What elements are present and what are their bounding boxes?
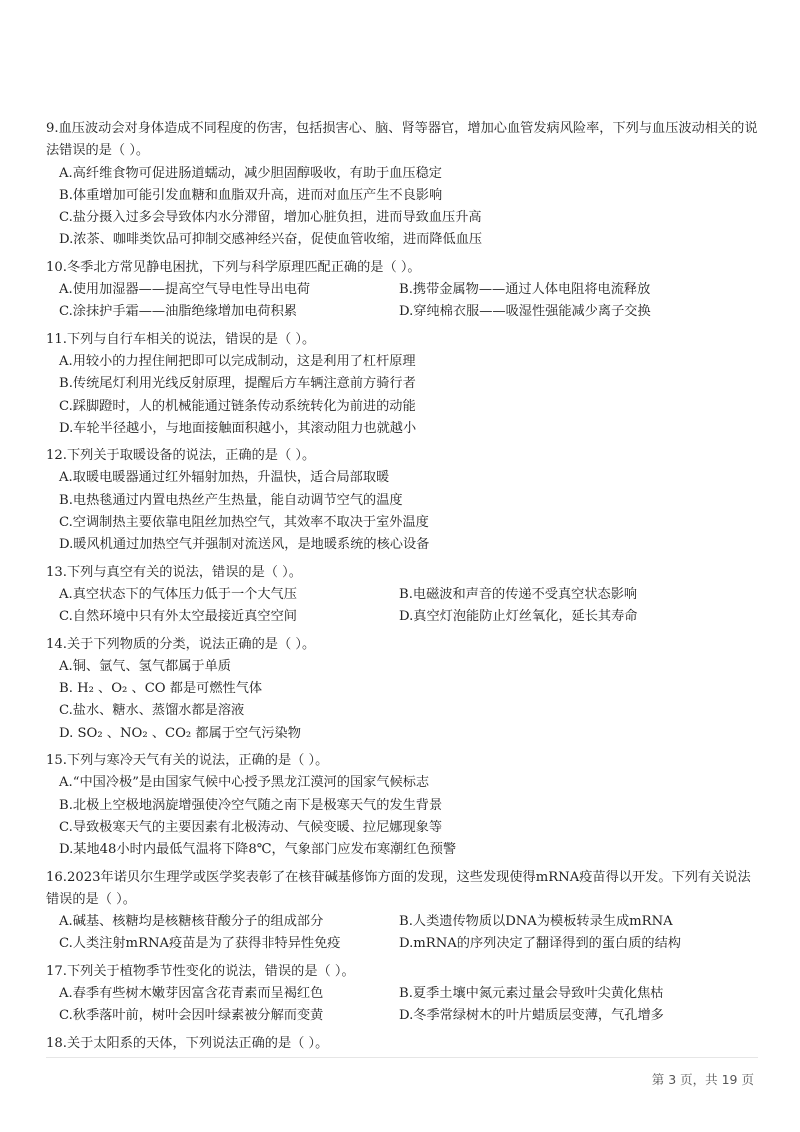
option-d: D.某地48小时内最低气温将下降8℃，气象部门应发布寒潮红色预警: [59, 842, 457, 858]
question-17: [46, 961, 758, 1028]
question-stem: 16.2023年诺贝尔生理学或医学奖表彰了在核苷碱基修饰方面的发现，这些发现使得mRNA疫苗得以开发。下列有关说法错误的是（ ）。: [46, 869, 751, 907]
option-d: D.冬季常绿树木的叶片蜡质层变薄，气孔增多: [399, 1008, 664, 1024]
option-b: B.电热毯通过内置电热丝产生热量，能自动调节空气的温度: [59, 492, 403, 508]
option-b: B.电磁波和声音的传递不受真空状态影响: [399, 586, 638, 602]
question-13: [46, 562, 758, 629]
option-b: B.人类遗传物质以DNA为模板转录生成mRNA: [399, 914, 673, 930]
option-list: [46, 279, 758, 324]
option-c: C.导致极寒天气的主要因素有北极涛动、气候变暖、拉尼娜现象等: [59, 819, 443, 835]
option-d: D.真空灯泡能防止灯丝氧化，延长其寿命: [399, 609, 638, 625]
option-c: C.盐水、糖水、蒸馏水都是溶液: [59, 703, 245, 719]
option-d: D.暖风机通过加热空气并强制对流送风，是地暖系统的核心设备: [59, 537, 430, 553]
question-10: [46, 257, 758, 324]
option-b: B.传统尾灯利用光线反射原理，提醒后方车辆注意前方骑行者: [59, 376, 416, 392]
question-15: [46, 750, 758, 861]
option-list: [46, 983, 758, 1028]
footer-divider: [46, 1057, 758, 1058]
option-c: C.秋季落叶前，树叶会因叶绿素被分解而变黄: [59, 1008, 324, 1024]
option-a: A.“中国冷极”是由国家气候中心授予黑龙江漠河的国家气候标志: [59, 775, 430, 791]
option-list: [46, 911, 758, 956]
option-c: C.人类注射mRNA疫苗是为了获得非特异性免疫: [59, 936, 341, 952]
question-stem: 9.血压波动会对身体造成不同程度的伤害，包括损害心、脑、肾等器官，增加心血管发病风险率，下列与血压波动相关的说法错误的是（ ）。: [46, 121, 758, 159]
option-b: B.体重增加可能引发血糖和血脂双升高，进而对血压产生不良影响: [59, 187, 443, 203]
option-a: A.春季有些树木嫩芽因富含花青素而呈褐红色: [59, 985, 324, 1001]
question-14: [46, 634, 758, 745]
option-c: C.自然环境中只有外太空最接近真空空间: [59, 609, 297, 625]
question-stem: 13.下列与真空有关的说法，错误的是（ ）。: [46, 564, 302, 580]
option-d: D. SO₂ 、NO₂ 、CO₂ 都属于空气污染物: [59, 725, 301, 741]
question-16: [46, 867, 758, 956]
question-12: [46, 445, 758, 556]
option-b: B.携带金属物——通过人体电阻将电流释放: [399, 282, 651, 298]
question-stem: 14.关于下列物质的分类，说法正确的是（ ）。: [46, 636, 316, 652]
option-c: C.盐分摄入过多会导致体内水分滞留，增加心脏负担，进而导致血压升高: [59, 210, 482, 226]
option-list: [46, 163, 758, 252]
option-d: D.浓茶、咖啡类饮品可抑制交感神经兴奋，促使血管收缩，进而降低血压: [59, 232, 483, 248]
question-stem: 15.下列与寒冷天气有关的说法，正确的是（ ）。: [46, 753, 329, 769]
question-stem: 18.关于太阳系的天体，下列说法正确的是（ ）。: [46, 1035, 329, 1051]
question-stem: 11.下列与自行车相关的说法，错误的是（ ）。: [46, 331, 316, 347]
option-list: [46, 772, 758, 861]
option-b: B.夏季土壤中氮元素过量会导致叶尖黄化焦枯: [399, 985, 664, 1001]
option-d: D.车轮半径越小，与地面接触面积越小，其滚动阻力也就越小: [59, 420, 417, 436]
option-c: C.空调制热主要依靠电阻丝加热空气，其效率不取决于室外温度: [59, 515, 429, 531]
option-list: [46, 351, 758, 440]
question-stem: 10.冬季北方常见静电困扰，下列与科学原理匹配正确的是（ ）。: [46, 259, 421, 275]
option-a: A.取暖电暖器通过红外辐射加热，升温快，适合局部取暖: [59, 470, 390, 486]
question-stem: 12.下列关于取暖设备的说法，正确的是（ ）。: [46, 448, 316, 464]
option-list: [46, 467, 758, 556]
option-a: A.碱基、核糖均是核糖核苷酸分子的组成部分: [59, 914, 324, 930]
option-b: B. H₂ 、O₂ 、CO 都是可燃性气体: [59, 681, 263, 697]
option-a: A.铜、氩气、氢气都属于单质: [59, 658, 231, 674]
question-stem: 17.下列关于植物季节性变化的说法，错误的是（ ）。: [46, 963, 355, 979]
option-a: A.用较小的力捏住闸把即可以完成制动，这是利用了杠杆原理: [59, 353, 416, 369]
option-d: D.mRNA的序列决定了翻译得到的蛋白质的结构: [399, 936, 681, 952]
option-a: A.高纤维食物可促进肠道蠕动，减少胆固醇吸收，有助于血压稳定: [59, 165, 442, 181]
question-18: [46, 1033, 758, 1055]
page-number: 第 3 页，共 19 页: [651, 1072, 754, 1087]
option-c: C.涂抹护手霜——油脂绝缘增加电荷积累: [59, 304, 297, 320]
question-11: [46, 329, 758, 440]
option-b: B.北极上空极地涡旋增强使冷空气随之南下是极寒天气的发生背景: [59, 797, 443, 813]
option-a: A.使用加湿器——提高空气导电性导出电荷: [59, 282, 311, 298]
option-list: [46, 656, 758, 745]
option-c: C.踩脚蹬时，人的机械能通过链条传动系统转化为前进的动能: [59, 398, 416, 414]
option-list: [46, 584, 758, 629]
question-9: [46, 118, 758, 252]
option-a: A.真空状态下的气体压力低于一个大气压: [59, 586, 297, 602]
option-d: D.穿纯棉衣服——吸湿性强能减少离子交换: [399, 304, 651, 320]
question-list: [46, 118, 758, 1060]
